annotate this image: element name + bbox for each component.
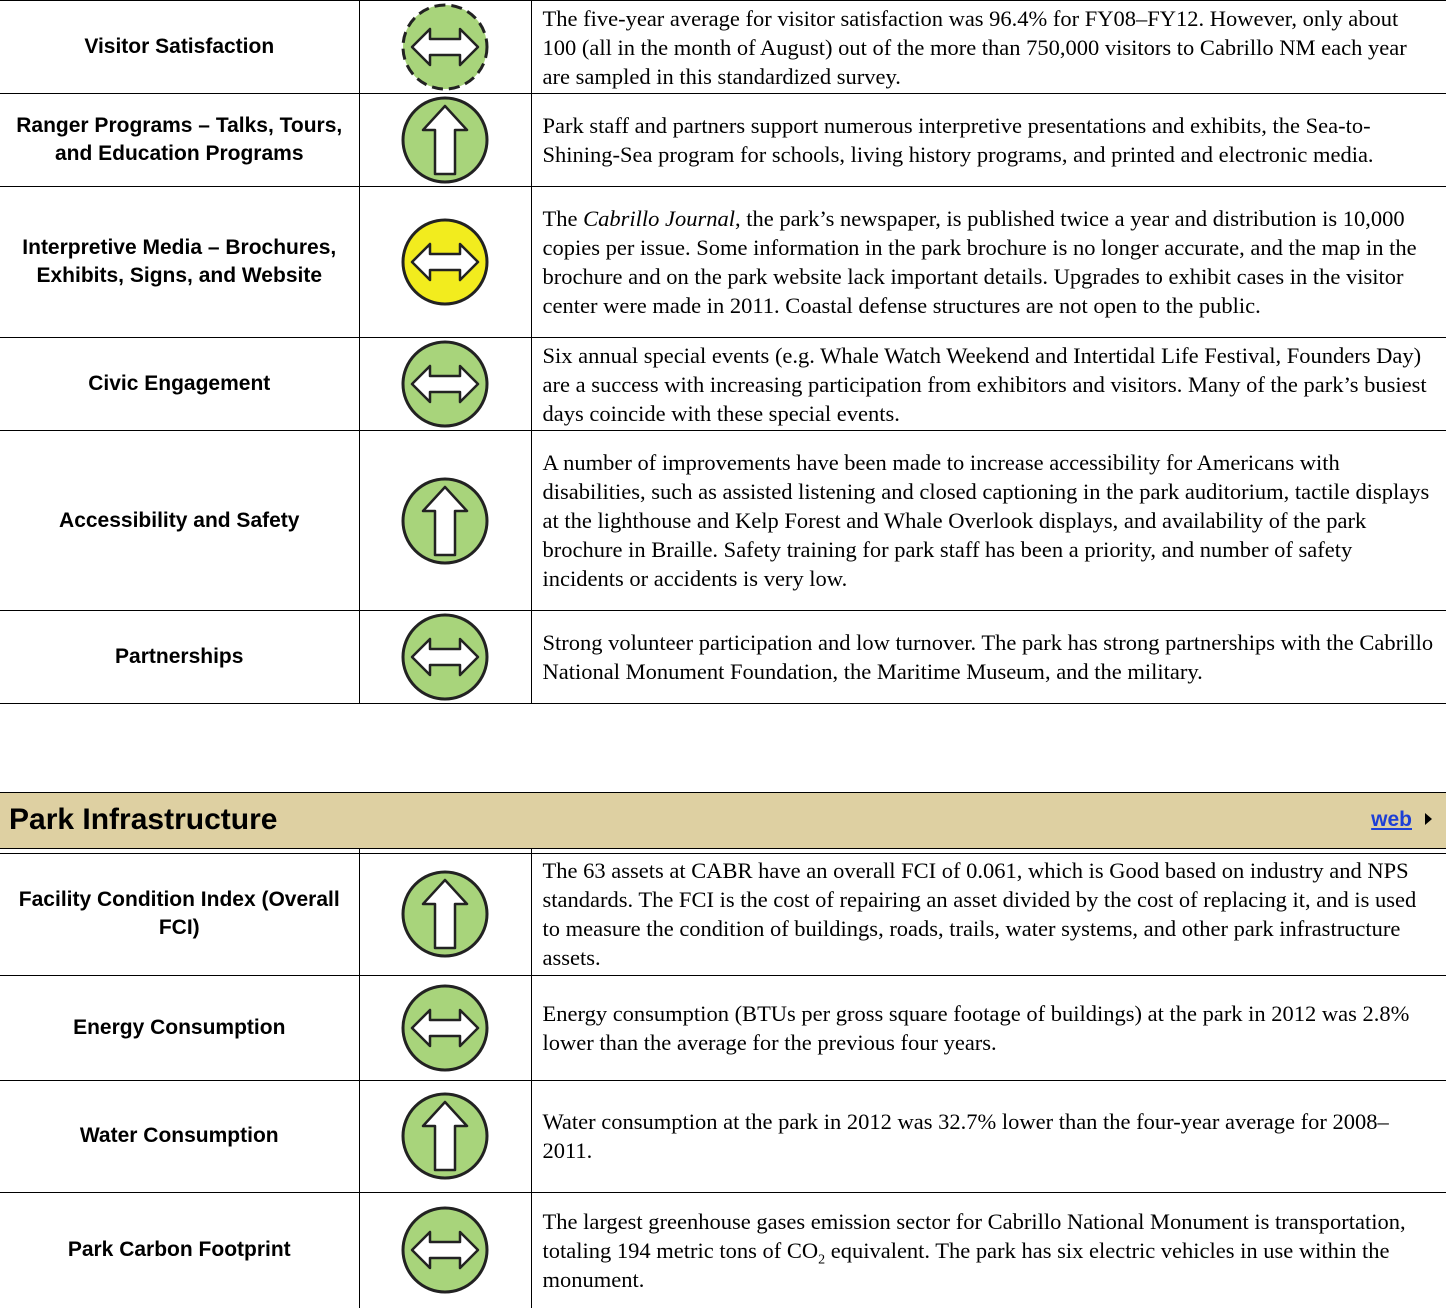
table-row [0, 611, 1446, 704]
table-row [0, 853, 1446, 975]
row-description: Strong volunteer participation and low turnover. The park has strong partnerships with the Cabrillo National Monument Foundation, the Maritime Museum, and the military. [531, 611, 1446, 704]
row-label: Civic Engagement [0, 338, 359, 431]
unchanging-arrow-icon [392, 1, 498, 93]
indicator-cell [359, 94, 531, 187]
unchanging-arrow-icon [392, 611, 498, 703]
table-row [0, 94, 1446, 187]
caret-right-icon [1425, 813, 1432, 825]
row-description: Six annual special events (e.g. Whale Watch Weekend and Intertidal Life Festival, Founders Day) are a success with increasing participation from exhibitors and visitors. Many of the park’s busiest days coincide with these special events. [531, 338, 1446, 431]
section-title: Park Infrastructure [9, 803, 278, 836]
section-header [0, 792, 1446, 849]
indicator-cell [359, 611, 531, 704]
row-description: The five-year average for visitor satisfaction was 96.4% for FY08–FY12. However, only about 100 (all in the month of August) out of the more than 750,000 visitors to Cabrillo NM each year are sampled in this standardized survey. [531, 1, 1446, 94]
infrastructure-table [0, 849, 1446, 1308]
unchanging-arrow-icon [392, 1204, 498, 1296]
description-rest: equivalent. The park has six electric vehicles in use within the monument. [542, 1237, 1390, 1292]
table-row [0, 975, 1446, 1080]
row-description: The 63 assets at CABR have an overall FCI of 0.061, which is Good based on industry and NPS standards. The FCI is the cost of repairing an asset divided by the cost of replacing it, and is used to measure the condition of buildings, roads, trails, water systems, and other park infrastructure assets. [531, 853, 1446, 975]
row-label: Partnerships [0, 611, 359, 704]
row-label: Ranger Programs – Talks, Tours, and Education Programs [0, 94, 359, 187]
row-label: Accessibility and Safety [0, 431, 359, 611]
row-description [531, 1192, 1446, 1308]
row-description: Park staff and partners support numerous interpretive presentations and exhibits, the Sea-to-Shining-Sea program for schools, living history programs, and printed and electronic media. [531, 94, 1446, 187]
unchanging-arrow-icon [392, 338, 498, 430]
table-row [0, 1080, 1446, 1192]
description-prefix: The largest greenhouse gases emission sector for Cabrillo National Monument is transportation, totaling 194 metric tons of CO [542, 1208, 1406, 1263]
indicator-cell [359, 975, 531, 1080]
improving-arrow-icon [392, 1090, 498, 1182]
table-row [0, 187, 1446, 338]
subscript: 2 [818, 1252, 826, 1268]
improving-arrow-icon [392, 475, 498, 567]
description-rest: , the park’s newspaper, is published twice a year and distribution is 10,000 copies per issue. Some information in the park brochure is no longer accurate, and the map in the brochure and on the park website lack important details. Upgrades to exhibit cases in the visitor center were made in 2011. Coastal defense structures are not open to the public. [542, 206, 1417, 318]
unchanging-arrow-icon [392, 982, 498, 1074]
row-label: Facility Condition Index (Overall FCI) [0, 853, 359, 975]
indicator-cell [359, 338, 531, 431]
table-row [0, 1, 1446, 94]
row-description: Water consumption at the park in 2012 was 32.7% lower than the four-year average for 2008–2011. [531, 1080, 1446, 1192]
indicator-cell [359, 1192, 531, 1308]
improving-arrow-icon [392, 94, 498, 186]
row-label: Interpretive Media – Brochures, Exhibits, Signs, and Website [0, 187, 359, 338]
publication-title: Cabrillo Journal [583, 206, 735, 231]
table-row [0, 431, 1446, 611]
row-description: A number of improvements have been made to increase accessibility for Americans with disabilities, such as assisted listening and closed captioning in the park auditorium, tactile displays at the lighthouse and Kelp Forest and Whale Overlook displays, and availability of the park brochure in Braille. Safety training for park staff has been a priority, and number of safety incidents or accidents is very low. [531, 431, 1446, 611]
unchanging-arrow-icon [392, 216, 498, 308]
row-description [531, 187, 1446, 338]
table-row [0, 1192, 1446, 1308]
web-link[interactable]: web [1371, 808, 1412, 831]
row-label: Energy Consumption [0, 975, 359, 1080]
indicator-cell [359, 1, 531, 94]
indicator-cell [359, 431, 531, 611]
indicator-cell [359, 1080, 531, 1192]
row-label: Water Consumption [0, 1080, 359, 1192]
indicator-cell [359, 853, 531, 975]
row-label: Park Carbon Footprint [0, 1192, 359, 1308]
improving-arrow-icon [392, 868, 498, 960]
row-description: Energy consumption (BTUs per gross square footage of buildings) at the park in 2012 was 2.8% lower than the average for the previous four years. [531, 975, 1446, 1080]
indicator-cell [359, 187, 531, 338]
description-prefix: The [542, 206, 584, 231]
row-label: Visitor Satisfaction [0, 1, 359, 94]
table-row [0, 338, 1446, 431]
